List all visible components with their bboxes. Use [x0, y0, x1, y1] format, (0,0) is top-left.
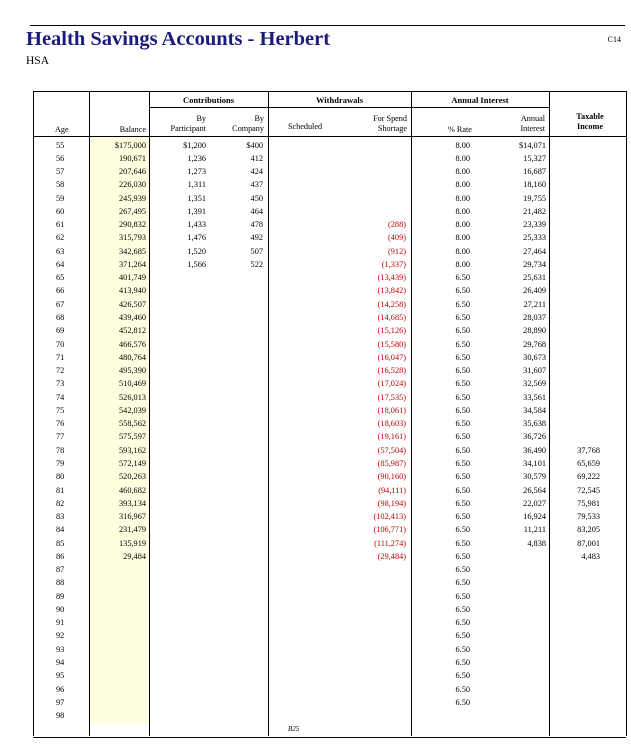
- cell-age: 94: [56, 658, 65, 668]
- cell-rate: 6.50: [455, 405, 470, 415]
- table-row: [0, 510, 631, 523]
- cell-for-spend-shortage: (57,504): [377, 445, 406, 455]
- cell-rate: 6.50: [455, 631, 470, 641]
- cell-for-spend-shortage: (94,111): [378, 485, 406, 495]
- col-header-by-participant: By Participant: [170, 114, 206, 133]
- cell-age: 97: [56, 697, 65, 707]
- page-subtitle: HSA: [26, 55, 50, 67]
- cell-for-spend-shortage: (14,258): [377, 299, 406, 309]
- cell-by-company: 412: [250, 153, 263, 163]
- cell-rate: 6.50: [455, 551, 470, 561]
- top-rule: [30, 25, 625, 26]
- cell-age: 64: [56, 259, 65, 269]
- cell-age: 56: [56, 153, 65, 163]
- cell-for-spend-shortage: (15,580): [377, 339, 406, 349]
- page-footer: B25: [288, 725, 300, 733]
- cell-rate: 6.50: [455, 578, 470, 588]
- cell-for-spend-shortage: (17,024): [377, 379, 406, 389]
- table-row: [0, 643, 631, 656]
- cell-balance: 439,460: [119, 313, 146, 322]
- cell-balance: 393,134: [119, 498, 146, 508]
- cell-balance: 135,919: [119, 538, 146, 548]
- cell-age: 83: [56, 512, 65, 522]
- table-row: [0, 497, 631, 510]
- cell-rate: 8.00: [455, 153, 470, 163]
- cell-rate: 6.50: [455, 684, 470, 694]
- cell-balance: 452,812: [119, 326, 146, 336]
- table-row: [0, 563, 631, 576]
- cell-by-participant: 1,391: [187, 206, 206, 216]
- cell-balance: 520,263: [119, 472, 146, 482]
- cell-annual-interest: 30,673: [523, 352, 546, 362]
- col-header-for-spend-shortage: For Spend Shortage: [373, 114, 407, 133]
- cell-balance: 245,939: [119, 193, 146, 203]
- cell-taxable-income: 37,768: [577, 445, 600, 455]
- cell-rate: 6.50: [455, 458, 470, 468]
- cell-balance: 371,264: [119, 259, 146, 269]
- cell-annual-interest: 11,211: [523, 525, 546, 535]
- cell-rate: 6.50: [455, 432, 470, 442]
- table-row: [0, 377, 631, 390]
- cell-balance: 29,484: [123, 551, 146, 561]
- cell-rate: 6.50: [455, 392, 470, 402]
- cell-annual-interest: 34,584: [523, 405, 546, 415]
- cell-by-company: 478: [250, 220, 263, 230]
- cell-age: 93: [56, 644, 65, 654]
- table-row: [0, 152, 631, 165]
- cell-balance: 526,013: [119, 392, 146, 402]
- cell-balance: 226,030: [119, 180, 146, 190]
- cell-annual-interest: 27,464: [523, 246, 546, 256]
- cell-age: 74: [56, 392, 65, 402]
- col-header-by-company: By Company: [232, 114, 264, 133]
- cell-rate: 6.50: [455, 299, 470, 309]
- cell-age: 76: [56, 419, 65, 429]
- cell-age: 98: [56, 711, 65, 721]
- cell-age: 80: [56, 472, 65, 482]
- cell-balance: 558,562: [119, 419, 146, 429]
- cell-rate: 8.00: [455, 220, 470, 230]
- col-header-balance: Balance: [119, 125, 146, 134]
- cell-annual-interest: 30,579: [523, 472, 546, 482]
- cell-age: 96: [56, 684, 65, 694]
- table-row: [0, 709, 631, 722]
- cell-rate: 6.50: [455, 525, 470, 535]
- cell-annual-interest: 22,027: [523, 498, 546, 508]
- table-row: [0, 696, 631, 709]
- cell-age: 86: [56, 551, 65, 561]
- cell-age: 70: [56, 339, 65, 349]
- cell-age: 61: [56, 220, 65, 230]
- cell-for-spend-shortage: (90,160): [377, 472, 406, 482]
- cell-annual-interest: 36,726: [523, 432, 546, 442]
- cell-balance: 593,162: [119, 445, 146, 455]
- cell-balance: 572,149: [119, 458, 146, 468]
- cell-rate: 6.50: [455, 379, 470, 389]
- cell-age: 68: [56, 313, 65, 322]
- cell-age: 62: [56, 233, 65, 243]
- table-row: [0, 656, 631, 669]
- group-header-contributions: Contributions: [182, 95, 234, 105]
- table-row: [0, 629, 631, 642]
- table-row: [0, 205, 631, 218]
- cell-annual-interest: 4,838: [527, 538, 546, 548]
- cell-balance: 575,597: [119, 432, 146, 442]
- cell-age: 63: [56, 246, 65, 256]
- table-row: [0, 364, 631, 377]
- cell-annual-interest: 21,482: [523, 206, 546, 216]
- cell-age: 73: [56, 379, 65, 389]
- cell-balance: 316,967: [119, 512, 146, 522]
- table-row: [0, 139, 631, 152]
- cell-age: 90: [56, 604, 65, 614]
- cell-age: 87: [56, 565, 65, 575]
- table-row: [0, 616, 631, 629]
- cell-age: 71: [56, 352, 65, 362]
- cell-annual-interest: 28,890: [523, 326, 546, 336]
- cell-balance: 466,576: [119, 339, 146, 349]
- cell-annual-interest: 27,211: [523, 299, 546, 309]
- cell-age: 75: [56, 405, 65, 415]
- table-row: [0, 258, 631, 271]
- cell-annual-interest: 26,564: [523, 485, 546, 495]
- cell-for-spend-shortage: (13,439): [377, 273, 406, 283]
- cell-by-participant: 1,351: [187, 193, 206, 203]
- cell-rate: 6.50: [455, 658, 470, 668]
- cell-age: 89: [56, 591, 65, 601]
- cell-annual-interest: 25,631: [523, 273, 546, 283]
- cell-taxable-income: 72,545: [577, 485, 600, 495]
- cell-for-spend-shortage: (111,274): [374, 538, 406, 548]
- cell-balance: 190,671: [119, 153, 146, 163]
- cell-age: 81: [56, 485, 65, 495]
- cell-annual-interest: 16,687: [523, 167, 546, 177]
- table-row: [0, 271, 631, 284]
- cell-by-company: 464: [250, 206, 263, 216]
- cell-age: 77: [56, 432, 65, 442]
- cell-rate: 6.50: [455, 313, 470, 322]
- cell-taxable-income: 65,659: [577, 458, 600, 468]
- cell-balance: 510,469: [119, 379, 146, 389]
- cell-by-participant: $1,200: [183, 140, 206, 150]
- cell-rate: 6.50: [455, 604, 470, 614]
- cell-annual-interest: 31,607: [523, 366, 546, 376]
- cell-age: 60: [56, 206, 65, 216]
- cell-age: 67: [56, 299, 65, 309]
- col-header-annual-interest: Annual Interest: [520, 114, 545, 133]
- cell-taxable-income: 79,533: [577, 512, 600, 522]
- table-row: [0, 165, 631, 178]
- cell-balance: 207,646: [119, 167, 146, 177]
- table-row: [0, 338, 631, 351]
- cell-for-spend-shortage: (16,528): [377, 366, 406, 376]
- cell-by-company: 507: [250, 246, 263, 256]
- cell-annual-interest: 33,561: [523, 392, 546, 402]
- cell-age: 57: [56, 167, 65, 177]
- cell-annual-interest: 29,734: [523, 259, 546, 269]
- cell-age: 95: [56, 671, 65, 681]
- cell-rate: 6.50: [455, 339, 470, 349]
- cell-age: 92: [56, 631, 65, 641]
- cell-taxable-income: 4,483: [581, 551, 600, 561]
- cell-by-company: $400: [246, 140, 263, 150]
- cell-annual-interest: 35,638: [523, 419, 546, 429]
- cell-balance: 426,507: [119, 299, 146, 309]
- cell-for-spend-shortage: (18,603): [377, 419, 406, 429]
- cell-by-participant: 1,566: [187, 259, 206, 269]
- withdrawals-rule: [268, 107, 411, 108]
- cell-rate: 6.50: [455, 697, 470, 707]
- table-row: [0, 192, 631, 205]
- cell-rate: 6.50: [455, 565, 470, 575]
- cell-annual-interest: 36,490: [523, 445, 546, 455]
- col-header-age: Age: [55, 125, 69, 134]
- cell-annual-interest: 25,333: [523, 233, 546, 243]
- cell-taxable-income: 69,222: [577, 472, 600, 482]
- cell-annual-interest: 29,768: [523, 339, 546, 349]
- cell-rate: 8.00: [455, 246, 470, 256]
- cell-for-spend-shortage: (85,987): [377, 458, 406, 468]
- cell-for-spend-shortage: (1,337): [381, 259, 406, 269]
- cell-rate: 8.00: [455, 193, 470, 203]
- cell-age: 65: [56, 273, 65, 283]
- cell-for-spend-shortage: (19,161): [377, 432, 406, 442]
- cell-by-participant: 1,236: [187, 153, 206, 163]
- table-row: [0, 457, 631, 470]
- cell-rate: 6.50: [455, 498, 470, 508]
- cell-balance: 315,793: [119, 233, 146, 243]
- table-row: [0, 550, 631, 563]
- table-row: [0, 218, 631, 231]
- group-header-annual-interest: Annual Interest: [451, 95, 509, 105]
- table-row: [0, 284, 631, 297]
- cell-for-spend-shortage: (16,047): [377, 352, 406, 362]
- cell-annual-interest: 26,409: [523, 286, 546, 296]
- cell-for-spend-shortage: (18,061): [377, 405, 406, 415]
- cell-annual-interest: 32,569: [523, 379, 546, 389]
- table-row: [0, 404, 631, 417]
- page-title: Health Savings Accounts - Herbert: [26, 28, 331, 50]
- table-row: [0, 324, 631, 337]
- cell-for-spend-shortage: (15,126): [377, 326, 406, 336]
- cell-for-spend-shortage: (98,194): [377, 498, 406, 508]
- cell-age: 59: [56, 193, 65, 203]
- cell-rate: 8.00: [455, 233, 470, 243]
- cell-by-company: 492: [250, 233, 263, 243]
- cell-rate: 8.00: [455, 259, 470, 269]
- cell-balance: $175,000: [114, 140, 146, 150]
- cell-annual-interest: 15,327: [523, 153, 546, 163]
- cell-annual-interest: 19,755: [523, 193, 546, 203]
- cell-balance: 495,390: [119, 366, 146, 376]
- cell-balance: 542,039: [119, 405, 146, 415]
- cell-by-company: 437: [250, 180, 263, 190]
- table-row: [0, 576, 631, 589]
- cell-by-participant: 1,273: [187, 167, 206, 177]
- cell-rate: 6.50: [455, 512, 470, 522]
- cell-rate: 6.50: [455, 419, 470, 429]
- table-row: [0, 444, 631, 457]
- cell-rate: 6.50: [455, 671, 470, 681]
- page-code: C14: [607, 35, 621, 44]
- cell-age: 55: [56, 140, 65, 150]
- cell-rate: 6.50: [455, 273, 470, 283]
- cell-rate: 8.00: [455, 180, 470, 190]
- table-row: [0, 590, 631, 603]
- cell-rate: 6.50: [455, 445, 470, 455]
- cell-annual-interest: $14,071: [519, 140, 546, 150]
- table-row: [0, 245, 631, 258]
- cell-balance: 413,940: [119, 286, 146, 296]
- cell-rate: 6.50: [455, 286, 470, 296]
- cell-by-participant: 1,433: [187, 220, 206, 230]
- cell-by-participant: 1,520: [187, 246, 206, 256]
- col-header-taxable-income: Taxable Income: [576, 112, 604, 131]
- cell-rate: 6.50: [455, 352, 470, 362]
- cell-rate: 8.00: [455, 167, 470, 177]
- cell-rate: 8.00: [455, 206, 470, 216]
- cell-age: 82: [56, 498, 65, 508]
- cell-taxable-income: 83,205: [577, 525, 600, 535]
- cell-annual-interest: 23,339: [523, 220, 546, 230]
- cell-rate: 6.50: [455, 366, 470, 376]
- cell-for-spend-shortage: (106,771): [373, 525, 406, 535]
- cell-age: 79: [56, 458, 65, 468]
- col-header-rate: % Rate: [448, 125, 472, 134]
- table-row: [0, 683, 631, 696]
- table-row: [0, 537, 631, 550]
- cell-annual-interest: 34,101: [523, 458, 546, 468]
- cell-rate: 6.50: [455, 472, 470, 482]
- cell-for-spend-shortage: (288): [388, 220, 406, 230]
- cell-age: 91: [56, 618, 65, 628]
- cell-balance: 290,832: [119, 220, 146, 230]
- cell-balance: 342,685: [119, 246, 146, 256]
- cell-balance: 480,764: [119, 352, 146, 362]
- cell-for-spend-shortage: (912): [388, 246, 406, 256]
- table-row: [0, 298, 631, 311]
- cell-age: 78: [56, 445, 65, 455]
- table-row: [0, 311, 631, 324]
- cell-taxable-income: 75,981: [577, 498, 600, 508]
- table-row: [0, 603, 631, 616]
- cell-taxable-income: 87,001: [577, 538, 600, 548]
- group-header-withdrawals: Withdrawals: [315, 95, 364, 105]
- cell-for-spend-shortage: (13,842): [377, 286, 406, 296]
- cell-by-company: 450: [250, 193, 263, 203]
- table-row: [0, 470, 631, 483]
- table-row: [0, 178, 631, 191]
- cell-balance: 460,682: [119, 485, 146, 495]
- cell-rate: 6.50: [455, 485, 470, 495]
- cell-age: 66: [56, 286, 65, 296]
- cell-balance: 267,495: [119, 206, 146, 216]
- cell-by-participant: 1,476: [187, 233, 206, 243]
- cell-balance: 401,749: [119, 273, 146, 283]
- contributions-rule: [149, 107, 268, 108]
- header-bottom-rule: [33, 136, 626, 137]
- cell-rate: 6.50: [455, 326, 470, 336]
- table-row: [0, 430, 631, 443]
- table-row: [0, 417, 631, 430]
- cell-age: 69: [56, 326, 65, 336]
- cell-by-participant: 1,311: [187, 180, 206, 190]
- cell-annual-interest: 28,037: [523, 313, 546, 322]
- cell-for-spend-shortage: (17,535): [377, 392, 406, 402]
- cell-for-spend-shortage: (409): [388, 233, 406, 243]
- table-row: [0, 669, 631, 682]
- cell-annual-interest: 18,160: [523, 180, 546, 190]
- annual-interest-rule: [411, 107, 549, 108]
- cell-for-spend-shortage: (102,413): [373, 512, 406, 522]
- cell-age: 72: [56, 366, 65, 376]
- cell-by-company: 424: [250, 167, 263, 177]
- table-row: [0, 231, 631, 244]
- table-row: [0, 484, 631, 497]
- table-row: [0, 391, 631, 404]
- col-header-scheduled: Scheduled: [287, 122, 323, 131]
- table-row: [0, 523, 631, 536]
- cell-rate: 6.50: [455, 538, 470, 548]
- cell-rate: 8.00: [455, 140, 470, 150]
- cell-for-spend-shortage: (14,685): [377, 313, 406, 322]
- table-row: [0, 351, 631, 364]
- cell-age: 84: [56, 525, 65, 535]
- cell-age: 85: [56, 538, 65, 548]
- cell-rate: 6.50: [455, 618, 470, 628]
- cell-rate: 6.50: [455, 644, 470, 654]
- cell-age: 58: [56, 180, 65, 190]
- cell-age: 88: [56, 578, 65, 588]
- cell-by-company: 522: [250, 259, 263, 269]
- cell-for-spend-shortage: (29,484): [377, 551, 406, 561]
- cell-annual-interest: 16,924: [523, 512, 546, 522]
- cell-rate: 6.50: [455, 591, 470, 601]
- cell-balance: 231,479: [119, 525, 146, 535]
